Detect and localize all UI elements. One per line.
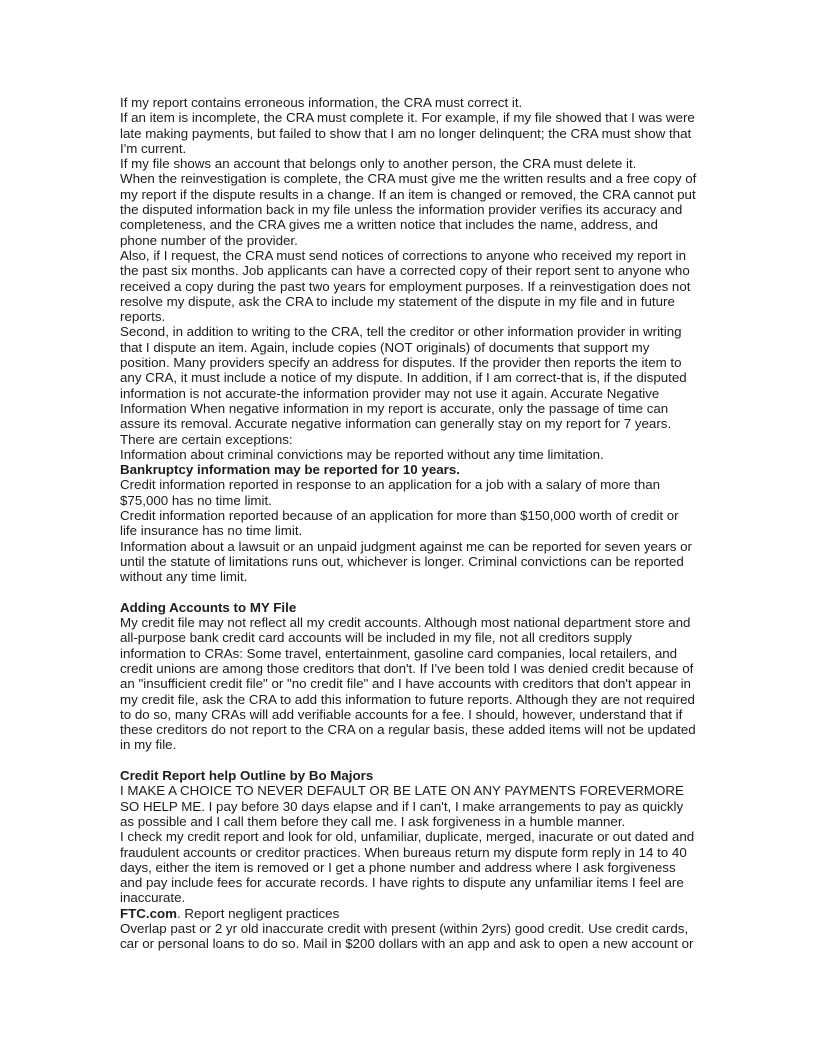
document-body — [120, 95, 698, 952]
paragraph — [120, 156, 698, 171]
text-run: I MAKE A CHOICE TO NEVER DEFAULT OR BE LATE ON ANY PAYMENTS FOREVERMORE SO HELP ME. I pay before 30 days elapse and if I can't, I make arrangements to pay as quickly as possible and I call them before they call me. I ask forgiveness in a humble manner. — [120, 783, 684, 829]
text-run: Second, in addition to writing to the CRA, tell the creditor or other information provider in writing that I dispute an item. Again, include copies (NOT originals) of documents that support my position. Many providers specify an address for disputes. If the provider then reports the item to any CRA, it must include a notice of my dispute. In addition, if I am correct-that is, if the disputed information is not accurate-the information provider may not use it again. Accurate Negative Information When negative information in my report is accurate, only the passage of time can assure its removal. Accurate negative information can generally stay on my report for 7 years. There are certain exceptions: — [120, 324, 687, 447]
text-run: Also, if I request, the CRA must send notices of corrections to anyone who received my report in the past six months. Job applicants can have a corrected copy of their report sent to anyone who received a copy during the past two years for employment purposes. If a reinvestigation does not resolve my dispute, ask the CRA to include my statement of the dispute in my file and in future reports. — [120, 247, 691, 325]
text-run: I check my credit report and look for old, unfamiliar, duplicate, merged, inacurate or out dated and fraudulent accounts or creditor practices. When bureaus return my dispute form reply in 14 to 40 days, either the item is removed or I get a phone number and address where I ask forgiveness and pay include fees for accurate records. I have rights to dispute any unfamiliar items I feel are inaccurate. — [120, 829, 695, 906]
paragraph — [120, 324, 698, 446]
text-run: My credit file may not reflect all my credit accounts. Although most national department store and all-purpose bank credit card accounts will be included in my file, not all creditors supply information to CRAs: Some travel, entertainment, gasoline card companies, local retailers, and credit unions are among those creditors that don't. If I've been told I was denied credit because of an "insufficient credit file" or "no credit file" and I have accounts with creditors that don't appear in my credit file, ask the CRA to add this information to future reports. Although they are not required to do so, many CRAs will add verifiable accounts for a fee. I should, however, understand that if these creditors do not report to the CRA on a regular basis, these added items will not be updated in my file. — [120, 615, 696, 753]
text-run: When the reinvestigation is complete, the CRA must give me the written results and a free copy of my report if the dispute results in a change. If an item is changed or removed, the CRA cannot put the disputed information back in my file unless the information provider verifies its accuracy and completeness, and the CRA gives me a written notice that includes the name, address, and phone number of the provider. — [120, 171, 697, 248]
paragraph — [120, 248, 698, 324]
blank-line — [120, 753, 698, 768]
text-run: Credit information reported because of an application for more than $150,000 worth of credit or life insurance has no time limit. — [120, 508, 679, 539]
paragraph — [120, 477, 698, 508]
section-heading — [120, 768, 698, 783]
paragraph — [120, 615, 698, 753]
paragraph — [120, 95, 698, 110]
text-run: If my report contains erroneous information, the CRA must correct it. — [120, 95, 523, 110]
text-run: Information about criminal convictions may be reported without any time limitation. — [120, 446, 604, 462]
bold-text-run: Adding Accounts to MY File — [120, 599, 297, 615]
text-run: Credit information reported in response to an application for a job with a salary of more than $75,000 has no time limit. — [120, 477, 661, 508]
paragraph — [120, 110, 698, 156]
blank-line — [120, 585, 698, 600]
bold-text-run: Credit Report help Outline by Bo Majors — [120, 768, 374, 784]
text-run: Information about a lawsuit or an unpaid judgment against me can be reported for seven years or until the statute of limitations runs out, whichever is longer. Criminal convictions can be reported without any time limit. — [120, 538, 692, 585]
bold-text-run: Bankruptcy information may be reported for 10 years. — [120, 462, 460, 478]
section-heading — [120, 600, 698, 615]
paragraph — [120, 447, 698, 462]
text-run: Overlap past or 2 yr old inaccurate credit with present (within 2yrs) good credit. Use credit cards, car or personal loans to do so. Mail in $200 dollars with an app and ask to open a new account or — [120, 921, 694, 952]
paragraph — [120, 462, 698, 477]
bold-text-run: FTC.com — [120, 905, 178, 921]
text-run: . Report negligent practices — [177, 905, 340, 921]
paragraph — [120, 829, 698, 905]
paragraph — [120, 921, 698, 952]
text-run: If my file shows an account that belongs only to another person, the CRA must delete it. — [120, 156, 637, 172]
paragraph — [120, 906, 698, 921]
paragraph — [120, 171, 698, 247]
paragraph — [120, 539, 698, 585]
paragraph — [120, 508, 698, 539]
paragraph — [120, 783, 698, 829]
text-run: If an item is incomplete, the CRA must complete it. For example, if my file showed that I was were late making payments, but failed to show that I am no longer delinquent; the CRA must show that I'm current. — [120, 110, 695, 156]
